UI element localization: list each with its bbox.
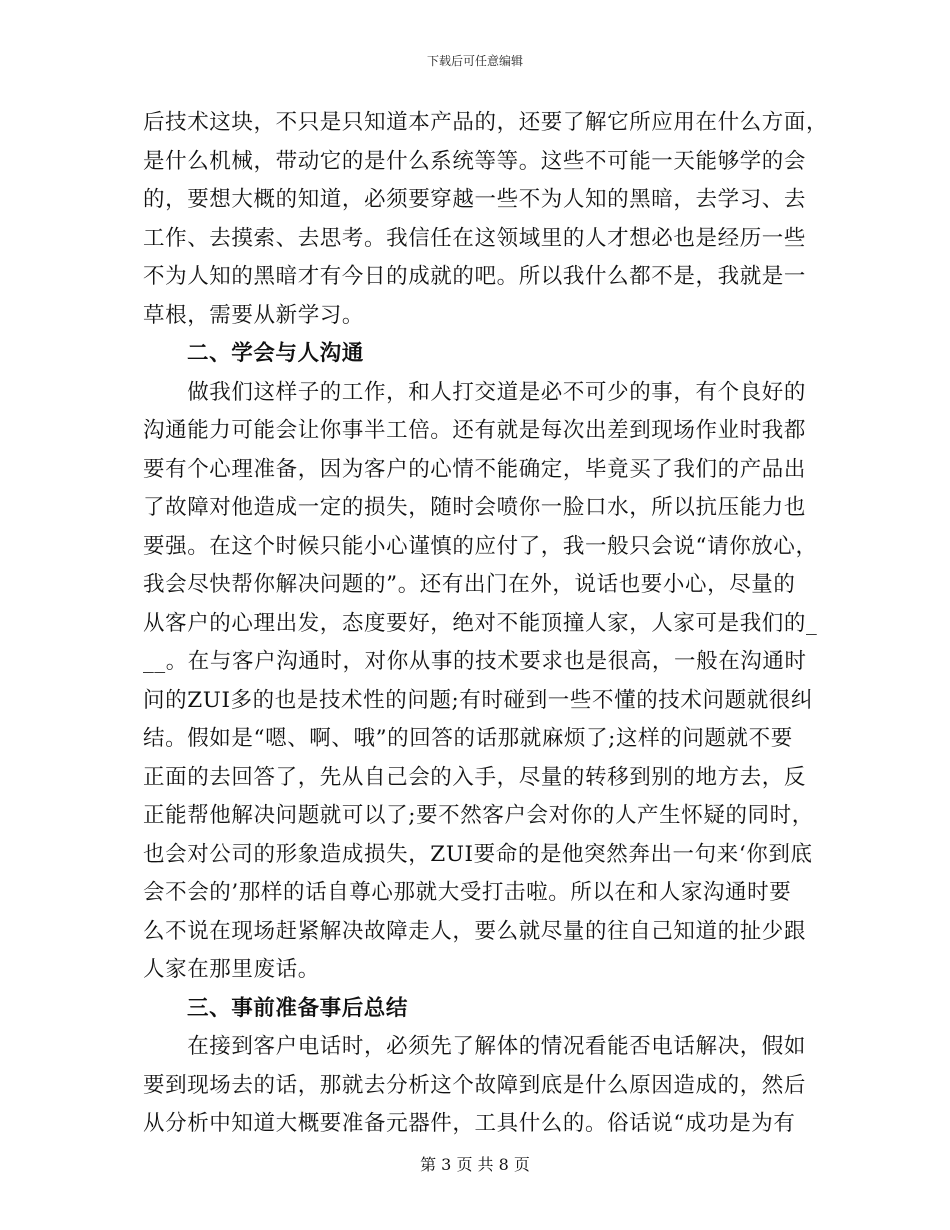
text-line: __。在与客户沟通时，对你从事的技术要求也是很高，一般在沟通时 (143, 649, 807, 674)
text-line: 了故障对他造成一定的损失，随时会喷你一脸口水，所以抗压能力也 (143, 495, 807, 520)
text-line: 会不会的’那样的话自尊心那就大受打击啦。所以在和人家沟通时要 (143, 880, 792, 905)
text-line: 在接到客户电话时，必须先了解体的情况看能否电话解决，假如 (143, 1034, 807, 1059)
text-line: 后技术这块，不只是只知道本产品的，还要了解它所应用在什么方面， (143, 110, 829, 135)
text-line: 要强。在这个时候只能小心谨慎的应付了，我一般只会说“请你放心， (143, 533, 818, 559)
paragraph-1 (143, 104, 829, 335)
text-line: 沟通能力可能会让你事半工倍。还有就是每次出差到现场作业时我都 (143, 418, 807, 443)
page-footer: 第 3 页 共 8 页 (420, 1155, 530, 1174)
text-line: 正面的去回答了，先从自己会的入手，尽量的转移到别的地方去，反 (143, 764, 807, 790)
paragraph-3 (143, 1028, 808, 1144)
text-line: 从分析中知道大概要准备元器件，工具什么的。俗话说“成功是为有 (143, 1111, 796, 1136)
text-line: 是什么机械，带动它的是什么系统等等。这些不可能一天能够学的会 (143, 148, 807, 174)
section-heading-2: 二、学会与人沟通 (187, 341, 364, 366)
text-line: 从客户的心理出发，态度要好，绝对不能顶撞人家，人家可是我们的_ (143, 610, 818, 636)
document-body (143, 104, 829, 1144)
text-line: 我会尽快帮你解决问题的”。还有出门在外，说话也要小心，尽量的 (143, 572, 796, 597)
text-line: 做我们这样子的工作，和人打交道是必不可少的事，有个良好的 (143, 379, 807, 405)
text-line: 正能帮他解决问题就可以了;要不然客户会对你的人产生怀疑的同时， (143, 803, 814, 828)
text-line: 要有个心理准备，因为客户的心情不能确定，毕竟买了我们的产品出 (143, 456, 807, 482)
paragraph-2 (143, 374, 818, 990)
text-line: 要到现场去的话，那就去分析这个故障到底是什么原因造成的，然后 (143, 1072, 807, 1098)
text-line: 工作、去摸索、去思考。我信任在这领域里的人才想必也是经历一些 (143, 225, 807, 251)
section-heading-3: 三、事前准备事后总结 (187, 995, 409, 1021)
text-line: 也会对公司的形象造成损失，ZUI要命的是他突然奔出一句来‘你到底 (143, 841, 813, 867)
text-line: 的，要想大概的知道，必须要穿越一些不为人知的黑暗，去学习、去 (143, 187, 807, 212)
text-line: 结。假如是“嗯、啊、哦”的回答的话那就麻烦了;这样的问题就不要 (143, 726, 793, 751)
page-header: 下载后可任意编辑 (426, 54, 523, 68)
text-line: 不为人知的黑暗才有今日的成就的吧。所以我什么都不是，我就是一 (143, 264, 807, 289)
text-line: 么不说在现场赶紧解决故障走人，要么就尽量的往自己知道的扯少跟 (143, 918, 807, 944)
text-line: 草根，需要从新学习。 (143, 302, 365, 328)
text-line: 问的ZUI多的也是技术性的问题;有时碰到一些不懂的技术问题就很纠 (143, 687, 813, 713)
text-line: 人家在那里废话。 (143, 957, 320, 982)
